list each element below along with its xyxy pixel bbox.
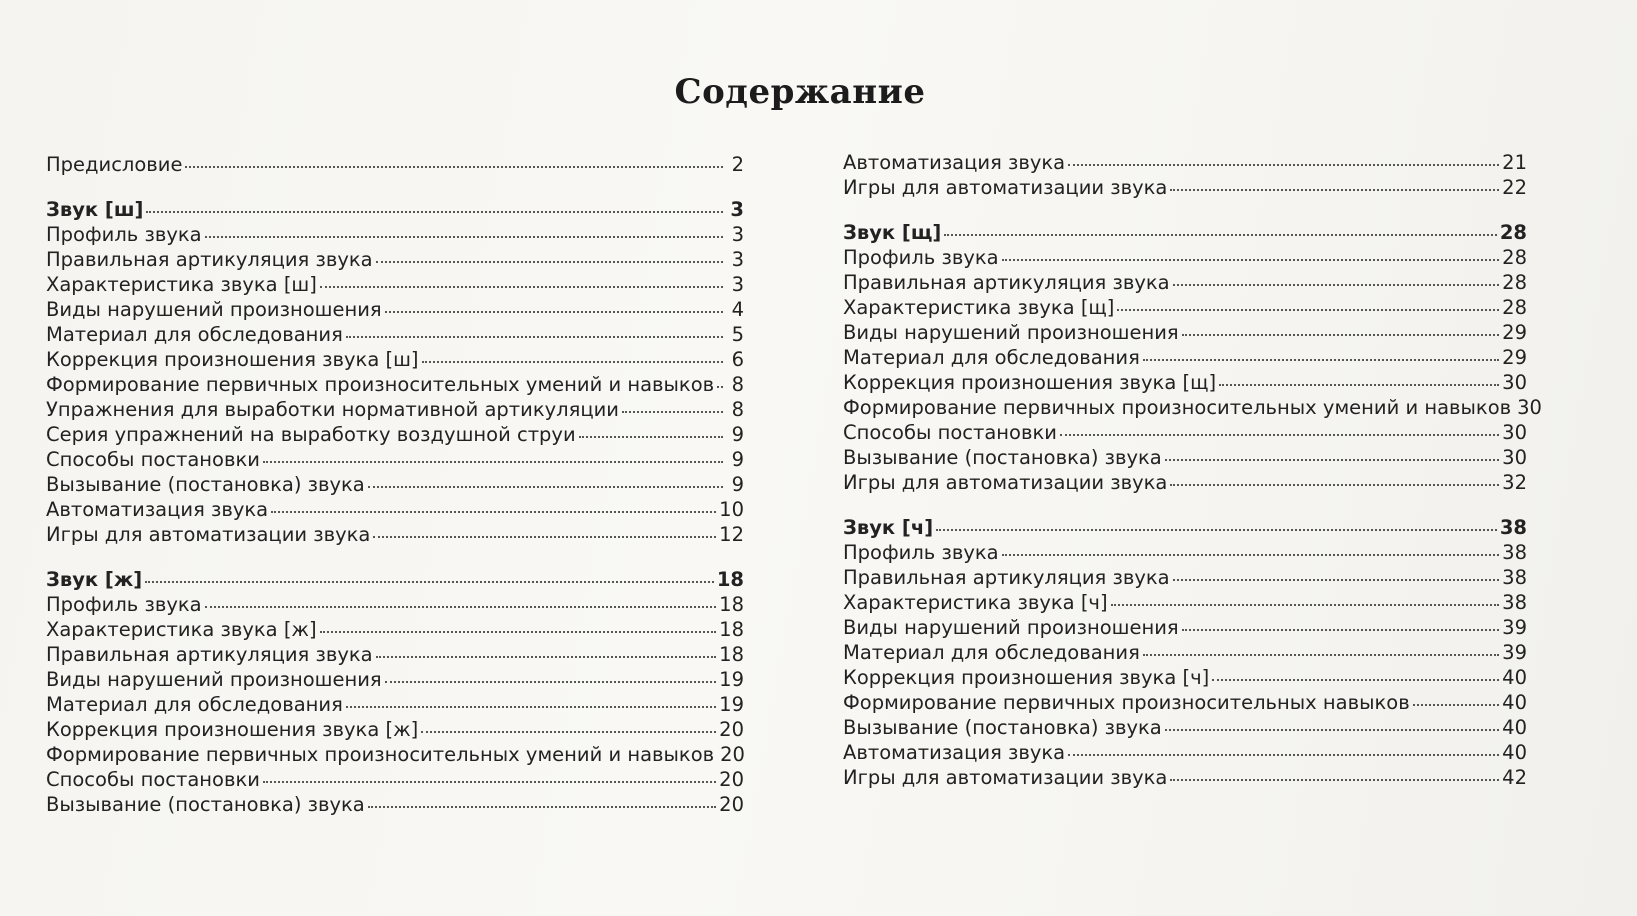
toc-entry-title: Материал для обследования — [46, 323, 343, 346]
toc-entry — [46, 617, 744, 642]
toc-entry-title: Материал для обследования — [843, 641, 1140, 664]
toc-entry — [46, 422, 744, 447]
toc-entry-title: Формирование первичных произносительных умений и навыков — [843, 396, 1512, 419]
toc-entry — [46, 347, 744, 372]
toc-entry — [46, 667, 744, 692]
toc-entry-page: 20 — [720, 743, 745, 766]
toc-entry-title: Автоматизация звука — [843, 151, 1066, 174]
toc-entry — [843, 740, 1527, 765]
toc-column-left — [46, 152, 744, 817]
toc-entry — [843, 320, 1527, 345]
toc-entry-page: 18 — [719, 593, 744, 616]
toc-entry-title: Вызывание (постановка) звука — [46, 473, 365, 496]
toc-entry — [46, 497, 744, 522]
toc-entry-page: 30 — [1502, 421, 1527, 444]
page-title: Содержание — [674, 72, 926, 112]
dot-leader — [320, 631, 717, 633]
toc-entry-title: Коррекция произношения звука [ч] — [843, 666, 1210, 689]
toc-entry-title: Характеристика звука [ж] — [46, 618, 317, 641]
toc-entry-title: Коррекция произношения звука [щ] — [843, 371, 1217, 394]
toc-entry — [843, 245, 1527, 270]
dot-leader — [373, 536, 716, 538]
toc-entry-page: 18 — [719, 643, 744, 666]
toc-entry-page: 12 — [719, 523, 744, 546]
toc-entry-title: Правильная артикуляция звука — [46, 248, 373, 271]
toc-entry-page: 5 — [731, 323, 744, 346]
toc-entry-page: 38 — [1502, 566, 1527, 589]
toc-entry-title: Формирование первичных произносительных умений и навыков — [46, 743, 715, 766]
dot-leader — [1165, 459, 1499, 461]
toc-entry-preface — [46, 152, 744, 177]
toc-entry-page: 8 — [731, 373, 744, 396]
toc-list-continued — [843, 150, 1527, 200]
toc-entry-page: 19 — [719, 668, 744, 691]
toc-entry — [46, 742, 744, 767]
toc-entry-page: 3 — [731, 223, 744, 246]
toc-entry — [46, 322, 744, 347]
toc-entry-title: Игры для автоматизации звука — [843, 176, 1168, 199]
toc-entry-page: 9 — [731, 423, 744, 446]
toc-entry — [46, 472, 744, 497]
toc-entry-page: 18 — [719, 618, 744, 641]
toc-entry — [843, 395, 1542, 420]
toc-entry-title: Звук [ш] — [46, 198, 144, 221]
dot-leader — [271, 511, 716, 513]
toc-entry — [46, 272, 744, 297]
dot-leader — [1173, 284, 1500, 286]
toc-entry-page: 40 — [1502, 741, 1527, 764]
toc-entry-title: Профиль звука — [843, 246, 999, 269]
toc-entry-page: 28 — [1502, 246, 1527, 269]
toc-entry — [843, 590, 1527, 615]
toc-entry-title: Вызывание (постановка) звука — [843, 446, 1162, 469]
toc-entry-title: Игры для автоматизации звука — [843, 766, 1168, 789]
toc-entry-page: 39 — [1502, 616, 1527, 639]
dot-leader — [376, 656, 717, 658]
toc-entry-title: Звук [щ] — [843, 221, 942, 244]
dot-leader — [1143, 654, 1499, 656]
dot-leader — [346, 336, 723, 338]
dot-leader — [1413, 704, 1499, 706]
toc-entry-page: 20 — [719, 793, 744, 816]
toc-entry-title: Характеристика звука [щ] — [843, 296, 1115, 319]
toc-entry — [843, 565, 1527, 590]
dot-leader — [944, 234, 1497, 236]
dot-leader — [1111, 604, 1500, 606]
dot-leader — [1170, 189, 1499, 191]
toc-entry-page: 4 — [731, 298, 744, 321]
dot-leader — [376, 261, 723, 263]
dot-leader — [320, 286, 723, 288]
toc-entry-title: Характеристика звука [ч] — [843, 591, 1108, 614]
dot-leader — [263, 461, 723, 463]
toc-entry — [843, 270, 1527, 295]
toc-entry-page: 40 — [1502, 666, 1527, 689]
dot-leader — [185, 166, 723, 168]
toc-entry-title: Упражнения для выработки нормативной артикуляции — [46, 398, 619, 421]
dot-leader — [1182, 334, 1500, 336]
toc-entry — [46, 247, 744, 272]
toc-section-heading-sh — [46, 197, 744, 222]
dot-leader — [1117, 309, 1499, 311]
toc-entry-title: Вызывание (постановка) звука — [843, 716, 1162, 739]
dot-leader — [936, 529, 1497, 531]
toc-entry-page: 21 — [1502, 151, 1527, 174]
toc-entry — [843, 765, 1527, 790]
toc-entry — [46, 767, 744, 792]
toc-entry-page: 38 — [1502, 591, 1527, 614]
toc-entry-page: 32 — [1502, 471, 1527, 494]
toc-entry — [843, 295, 1527, 320]
toc-entry — [843, 690, 1527, 715]
toc-entry-page: 29 — [1502, 346, 1527, 369]
toc-entry — [843, 445, 1527, 470]
dot-leader — [205, 236, 723, 238]
dot-leader — [1068, 754, 1499, 756]
toc-entry-title: Коррекция произношения звука [ш] — [46, 348, 419, 371]
toc-list-sch — [843, 245, 1542, 495]
toc-entry-title: Формирование первичных произносительных навыков — [843, 691, 1410, 714]
toc-entry-title: Профиль звука — [46, 223, 202, 246]
toc-entry-page: 30 — [1502, 446, 1527, 469]
toc-entry-title: Профиль звука — [46, 593, 202, 616]
toc-entry-title: Характеристика звука [ш] — [46, 273, 317, 296]
toc-entry — [843, 665, 1527, 690]
toc-entry-title: Виды нарушений произношения — [46, 298, 382, 321]
dot-leader — [1068, 164, 1499, 166]
toc-entry-title: Предисловие — [46, 153, 183, 176]
toc-entry-page: 10 — [719, 498, 744, 521]
toc-entry-title: Серия упражнений на выработку воздушной струи — [46, 423, 576, 446]
toc-list-sh — [46, 222, 744, 547]
dot-leader — [1165, 729, 1499, 731]
dot-leader — [1002, 259, 1500, 261]
toc-entry-page: 20 — [719, 768, 744, 791]
toc-entry — [843, 715, 1527, 740]
toc-entry-title: Коррекция произношения звука [ж] — [46, 718, 419, 741]
toc-entry-title: Правильная артикуляция звука — [46, 643, 373, 666]
toc-entry — [46, 297, 744, 322]
toc-entry-page: 28 — [1502, 271, 1527, 294]
toc-entry — [843, 370, 1527, 395]
dot-leader — [1212, 679, 1499, 681]
toc-entry-title: Формирование первичных произносительных умений и навыков — [46, 373, 715, 396]
dot-leader — [368, 486, 723, 488]
toc-entry-page: 18 — [716, 568, 744, 591]
toc-entry — [843, 420, 1527, 445]
toc-entry-title: Профиль звука — [843, 541, 999, 564]
toc-entry-title: Звук [ж] — [46, 568, 143, 591]
toc-entry — [843, 470, 1527, 495]
toc-entry — [843, 615, 1527, 640]
dot-leader — [1060, 434, 1499, 436]
toc-entry-page: 6 — [731, 348, 744, 371]
toc-entry-title: Способы постановки — [843, 421, 1057, 444]
dot-leader — [1182, 629, 1500, 631]
toc-entry-page: 28 — [1499, 221, 1527, 244]
toc-column-right — [843, 150, 1542, 790]
toc-entry-title: Игры для автоматизации звука — [46, 523, 371, 546]
dot-leader — [1002, 554, 1500, 556]
toc-entry-page: 40 — [1502, 691, 1527, 714]
toc-entry-page: 3 — [731, 273, 744, 296]
toc-entry-page: 42 — [1502, 766, 1527, 789]
toc-entry-title: Материал для обследования — [46, 693, 343, 716]
toc-entry-page: 19 — [719, 693, 744, 716]
dot-leader — [146, 211, 723, 213]
dot-leader — [346, 706, 716, 708]
dot-leader — [385, 311, 723, 313]
toc-section-heading-sch — [843, 220, 1527, 245]
dot-leader — [1173, 579, 1500, 581]
toc-entry — [46, 372, 744, 397]
toc-entry — [843, 175, 1527, 200]
toc-entry-page: 20 — [719, 718, 744, 741]
dot-leader — [422, 361, 723, 363]
toc-entry-page: 30 — [1517, 396, 1542, 419]
toc-entry — [46, 592, 744, 617]
dot-leader — [717, 386, 723, 388]
toc-entry-title: Виды нарушений произношения — [46, 668, 382, 691]
dot-leader — [1143, 359, 1499, 361]
toc-entry — [46, 397, 744, 422]
dot-leader — [579, 436, 723, 438]
toc-entry-page: 9 — [731, 448, 744, 471]
toc-entry-page: 2 — [731, 153, 744, 176]
toc-entry-title: Материал для обследования — [843, 346, 1140, 369]
toc-entry — [46, 522, 744, 547]
toc-entry-page: 22 — [1502, 176, 1527, 199]
toc-entry-page: 29 — [1502, 321, 1527, 344]
dot-leader — [421, 731, 716, 733]
toc-entry — [843, 150, 1527, 175]
toc-entry — [46, 717, 744, 742]
toc-entry-page: 38 — [1499, 516, 1527, 539]
dot-leader — [263, 781, 716, 783]
toc-entry — [46, 447, 744, 472]
toc-entry-page: 38 — [1502, 541, 1527, 564]
toc-entry-title: Правильная артикуляция звука — [843, 271, 1170, 294]
toc-entry-title: Способы постановки — [46, 768, 260, 791]
dot-leader — [368, 806, 716, 808]
toc-entry-page: 3 — [731, 248, 744, 271]
toc-entry-title: Игры для автоматизации звука — [843, 471, 1168, 494]
toc-entry-title: Способы постановки — [46, 448, 260, 471]
dot-leader — [1170, 779, 1499, 781]
toc-entry-page: 40 — [1502, 716, 1527, 739]
toc-entry-title: Автоматизация звука — [843, 741, 1066, 764]
toc-entry-page: 39 — [1502, 641, 1527, 664]
toc-entry-title: Звук [ч] — [843, 516, 934, 539]
dot-leader — [205, 606, 717, 608]
toc-entry-title: Виды нарушений произношения — [843, 616, 1179, 639]
toc-list-zh — [46, 592, 744, 817]
toc-entry — [843, 540, 1527, 565]
toc-entry-title: Вызывание (постановка) звука — [46, 793, 365, 816]
toc-list-ch — [843, 540, 1527, 790]
toc-entry-page: 30 — [1502, 371, 1527, 394]
dot-leader — [1170, 484, 1499, 486]
toc-section-heading-ch — [843, 515, 1527, 540]
dot-leader — [385, 681, 717, 683]
toc-entry-title: Правильная артикуляция звука — [843, 566, 1170, 589]
toc-entry-page: 3 — [730, 198, 744, 221]
toc-entry-page: 28 — [1502, 296, 1527, 319]
toc-entry — [46, 692, 744, 717]
toc-entry-title: Автоматизация звука — [46, 498, 269, 521]
toc-entry — [843, 640, 1527, 665]
toc-entry-title: Виды нарушений произношения — [843, 321, 1179, 344]
toc-entry — [46, 792, 744, 817]
dot-leader — [145, 581, 714, 583]
toc-entry-page: 8 — [731, 398, 744, 421]
dot-leader — [1219, 384, 1499, 386]
toc-entry — [843, 345, 1527, 370]
toc-section-heading-zh — [46, 567, 744, 592]
toc-entry-page: 9 — [731, 473, 744, 496]
dot-leader — [622, 411, 723, 413]
toc-entry — [46, 222, 744, 247]
toc-entry — [46, 642, 744, 667]
